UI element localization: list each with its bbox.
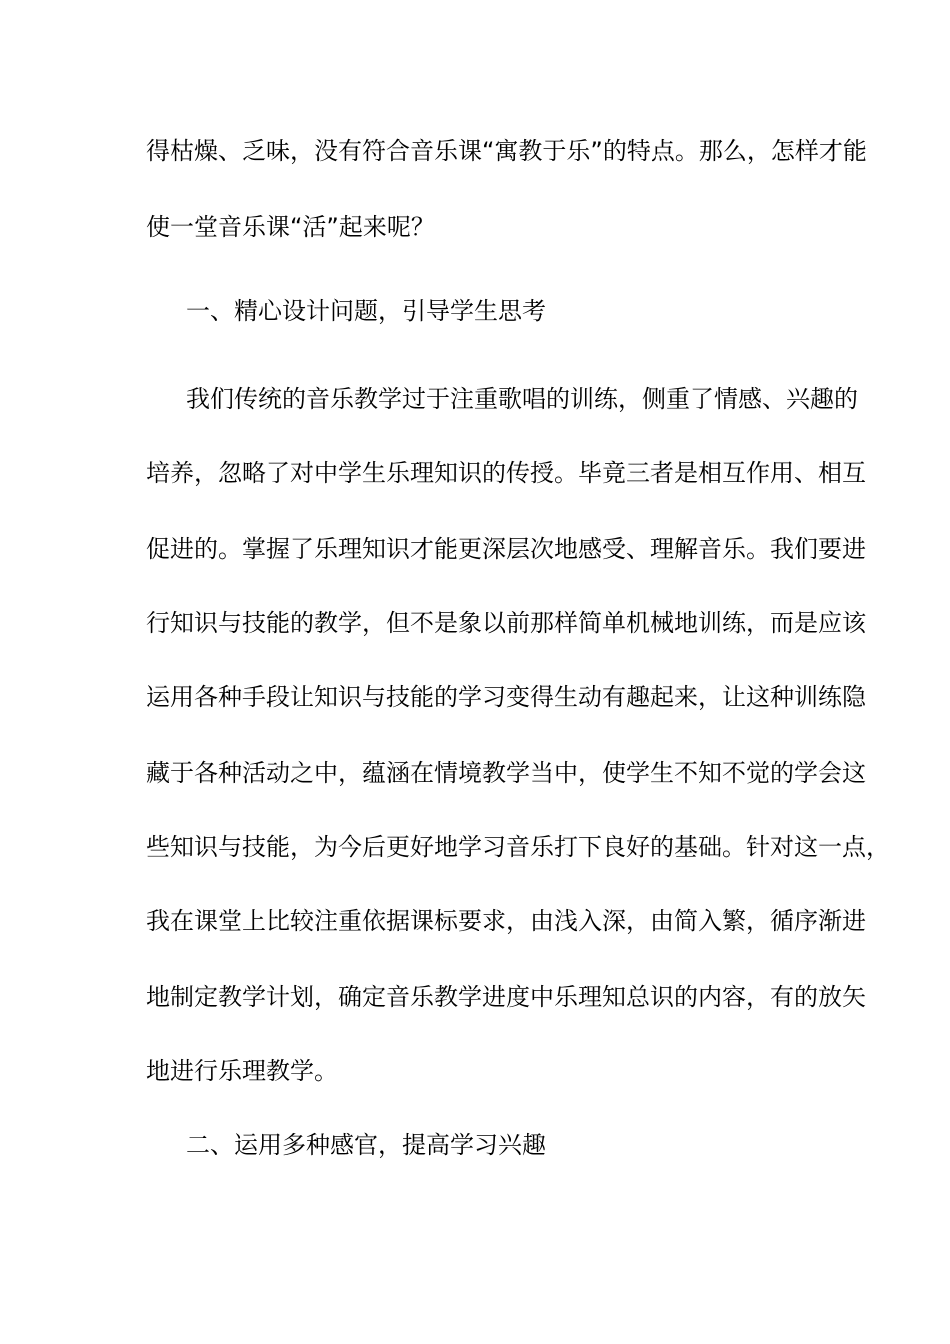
paragraph-line: 使一堂音乐课“活”起来呢？ [146,213,435,241]
paragraph-line: 地制定教学计划，确定音乐教学进度中乐理知总识的内容，有的放矢 [146,983,866,1011]
paragraph-line: 地进行乐理教学。 [146,1057,338,1085]
paragraph-line: 藏于各种活动之中，蕴涵在情境教学当中，使学生不知不觉的学会这 [146,759,866,787]
section-heading-2: 二、运用多种感官，提高学习兴趣 [186,1131,546,1159]
section-heading-1: 一、精心设计问题，引导学生思考 [186,297,546,325]
paragraph-line: 运用各种手段让知识与技能的学习变得生动有趣起来，让这种训练隐 [146,683,866,711]
paragraph-line: 行知识与技能的教学，但不是象以前那样简单机械地训练，而是应该 [146,609,866,637]
paragraph-line: 得枯燥、乏味，没有符合音乐课“寓教于乐”的特点。那么，怎样才能 [146,137,867,165]
paragraph-line: 些知识与技能，为今后更好地学习音乐打下良好的基础。针对这一点， [146,833,890,861]
paragraph-line: 促进的。掌握了乐理知识才能更深层次地感受、理解音乐。我们要进 [146,535,866,563]
paragraph-line: 培养，忽略了对中学生乐理知识的传授。毕竟三者是相互作用、相互 [146,459,866,487]
paragraph-line: 我在课堂上比较注重依据课标要求，由浅入深，由简入繁，循序渐进 [146,907,866,935]
paragraph-line: 我们传统的音乐教学过于注重歌唱的训练，侧重了情感、兴趣的 [186,385,858,413]
